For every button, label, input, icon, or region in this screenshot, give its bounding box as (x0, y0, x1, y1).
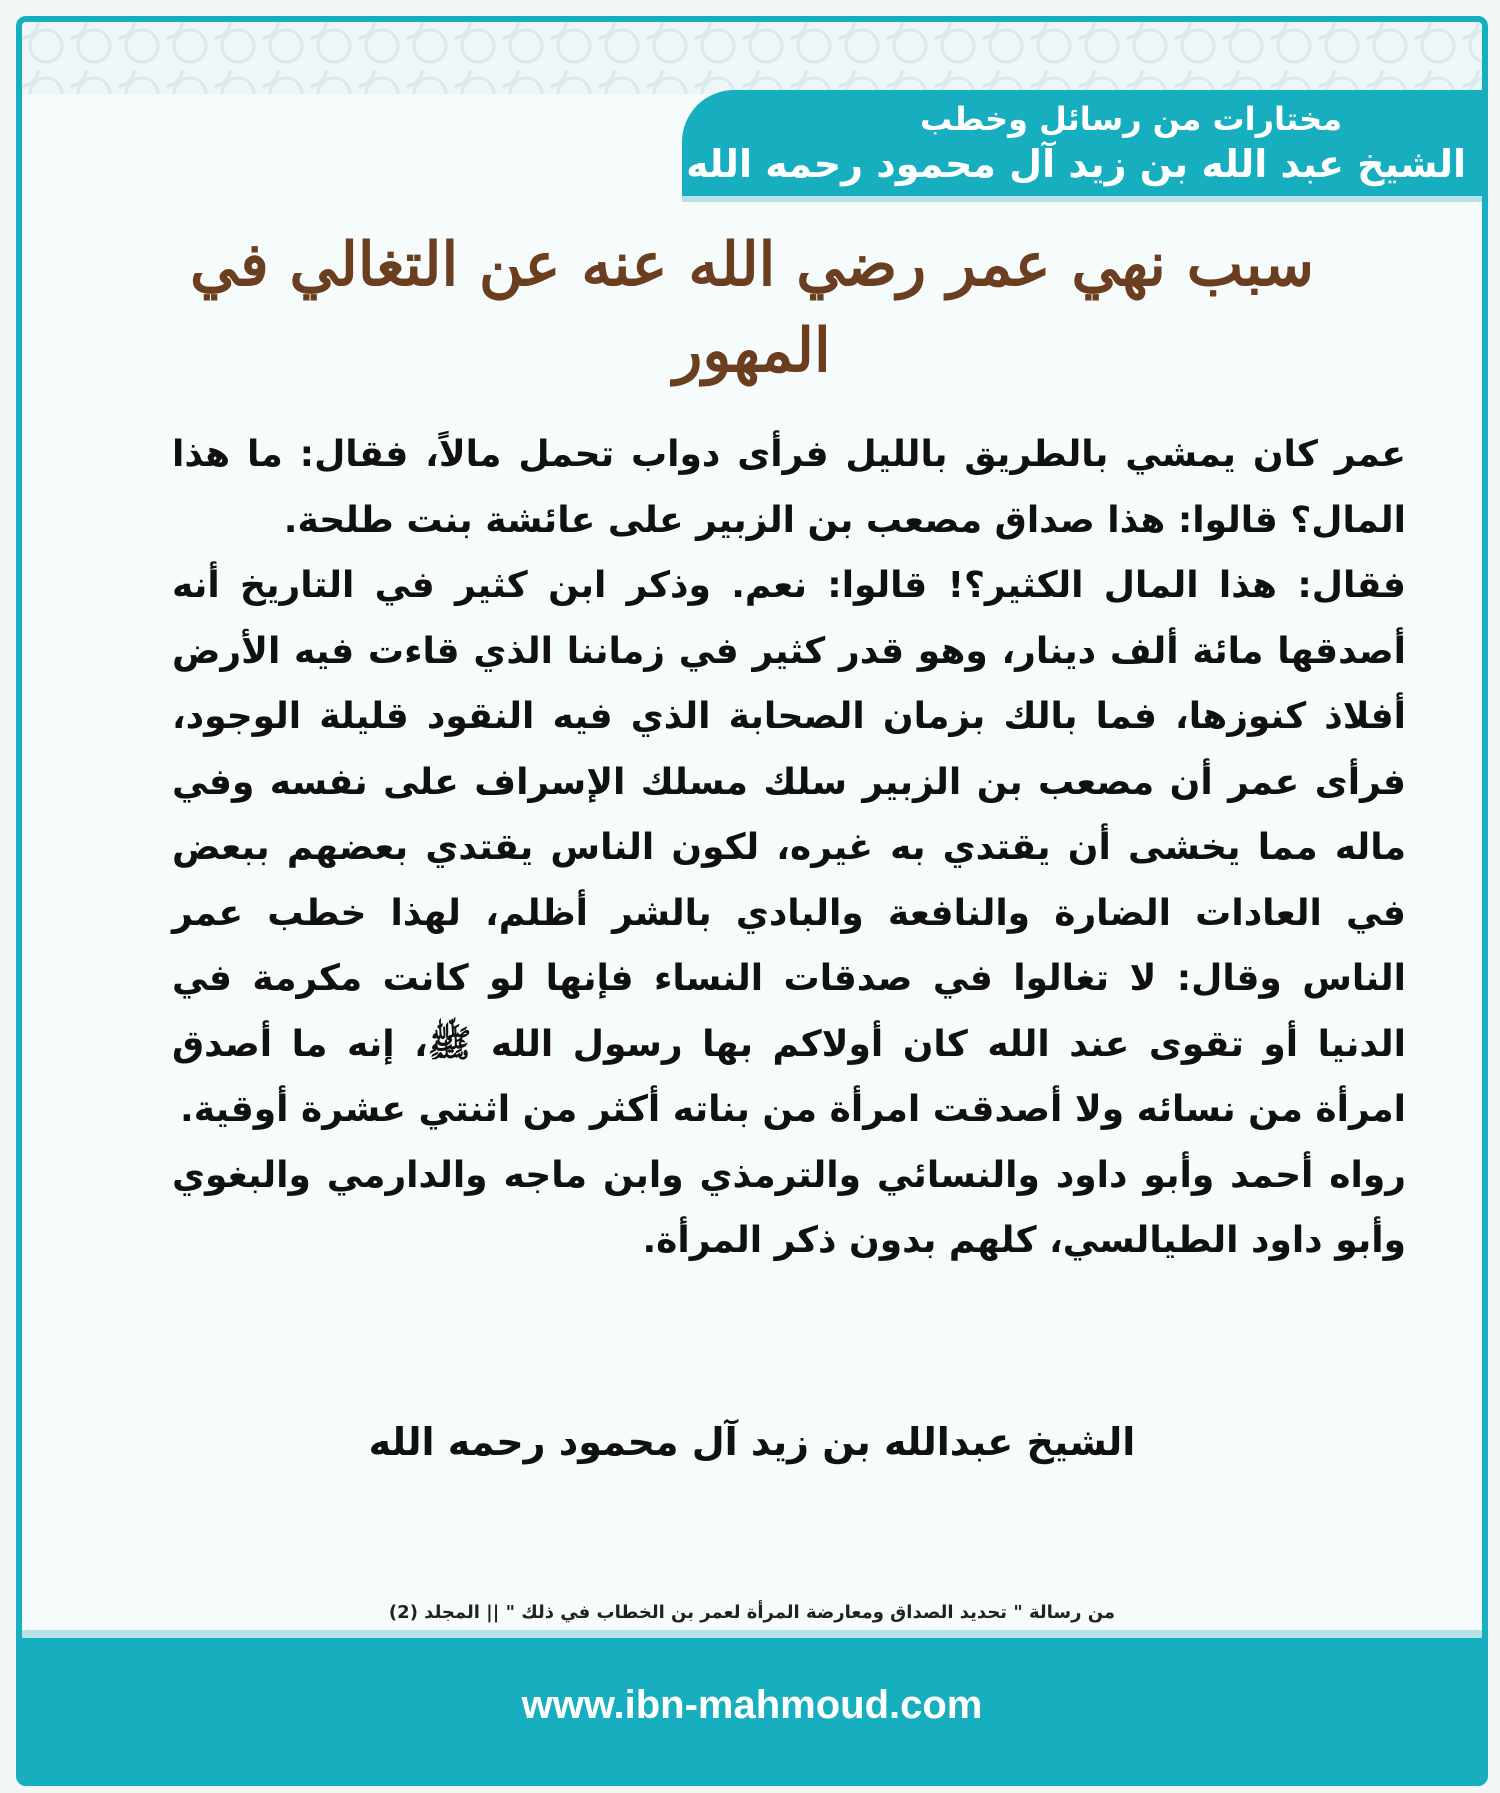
page-frame (16, 16, 1488, 1786)
article-title: سبب نهي عمر رضي الله عنه عن التغالي في المهور (189, 230, 1315, 386)
website-link[interactable]: www.ibn-mahmoud.com (521, 1683, 983, 1727)
footer-bar (22, 1630, 1482, 1780)
author-signature: الشيخ عبدالله بن زيد آل محمود رحمه الله (368, 1420, 1136, 1464)
author-heading: الشيخ عبد الله بن زيد آل محمود رحمه الله (686, 142, 1466, 186)
paragraph-3: رواه أحمد وأبو داود والنسائي والترمذي وابن ماجه والدارمي والبغوي وأبو داود الطيالسي، كلهم بدون ذكر المرأة. (172, 1154, 1406, 1261)
paragraph-2: فقال: هذا المال الكثير؟! قالوا: نعم. وذكر ابن كثير في التاريخ أنه أصدقها مائة ألف دينار، وهو قدر كثير في زماننا الذي قاءت فيه الأرض أفلاذ كنوزها، فما بالك بزمان الصحابة الذي فيه النقود قليلة الوجود، فرأى عمر أن مصعب بن الزبير سلك مسلك الإسراف على نفسه وفي ماله مما يخشى أن يقتدي به غيره، لكون الناس يقتدي بعضهم ببعض في العادات الضارة والنافعة والبادي بالشر أظلم، لهذا خطب عمر الناس وقال: لا تغالوا في صدقات النساء فإنها لو كانت مكرمة في الدنيا أو تقوى عند الله كان أولاكم بها رسول الله ﷺ، إنه ما أصدق امرأة من نسائه ولا أصدقت امرأة من بناته أكثر من اثنتي عشرة أوقية. (172, 565, 1406, 1130)
paragraph-1: عمر كان يمشي بالطريق بالليل فرأى دواب تحمل مالاً، فقال: ما هذا المال؟ قالوا: هذا صداق مصعب بن الزبير على عائشة بنت طلحة. (172, 434, 1406, 541)
decorative-pattern (22, 22, 1482, 94)
series-title: مختارات من رسائل وخطب (919, 100, 1342, 138)
source-citation: من رسالة " تحديد الصداق ومعارضة المرأة لعمر بن الخطاب في ذلك " || المجلد (2) (388, 1602, 1116, 1623)
article-body (172, 422, 1406, 1274)
header-banner (682, 90, 1482, 196)
